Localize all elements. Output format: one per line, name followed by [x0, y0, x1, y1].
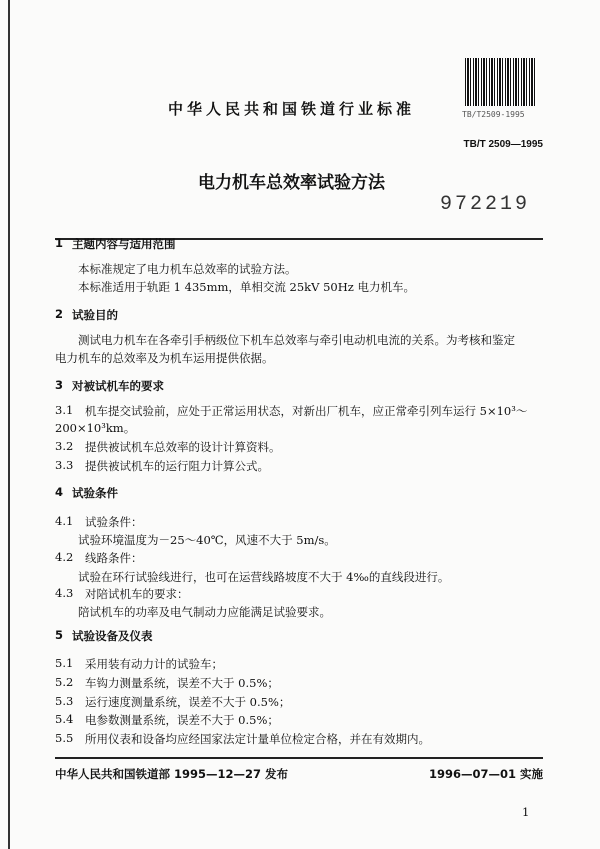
item-text: 对陪试机车的要求：	[85, 587, 189, 601]
document-title: 电力机车总效率试验方法	[198, 173, 385, 193]
section-5-heading: 试验设备及仪表	[72, 629, 153, 643]
section-3-number: 3	[55, 378, 64, 392]
barcode	[465, 58, 537, 106]
item-text: 线路条件：	[85, 551, 143, 565]
item-text: 运行速度测量系统，误差不大于 0.5%；	[85, 695, 291, 709]
scan-edge-line	[8, 0, 10, 849]
section-3-heading: 对被试机车的要求	[72, 379, 164, 393]
item-text: 车钩力测量系统，误差不大于 0.5%；	[85, 676, 279, 690]
paragraph: 测试电力机车在各牵引手柄级位下机车总效率与牵引电动机电流的关系。为考核和鉴定	[78, 333, 515, 347]
item-text-cont: 陪试机车的功率及电气制动力应能满足试验要求。	[78, 605, 331, 619]
standard-category: 中华人民共和国铁道行业标准	[168, 100, 416, 118]
barcode-text: TB/T2509-1995	[462, 110, 525, 119]
page-number: 1	[522, 805, 530, 819]
item-text-cont: 200×10³km。	[55, 421, 136, 435]
item-number: 5.1	[55, 656, 74, 670]
item-text: 机车提交试验前，应处于正常运用状态，对新出厂机车，应正常牵引列车运行 5×10³～	[85, 404, 528, 418]
paragraph: 本标准规定了电力机车总效率的试验方法。	[78, 262, 297, 276]
item-text-cont: 试验环境温度为－25～40℃，风速不大于 5m/s。	[78, 533, 336, 547]
footer-rule	[55, 757, 543, 759]
item-text-cont: 试验在环行试验线进行，也可在运营线路坡度不大于 4‰的直线段进行。	[78, 570, 450, 584]
issue-info: 中华人民共和国铁道部 1995—12—27 发布	[55, 767, 289, 781]
effective-date: 1996—07—01 实施	[428, 767, 543, 781]
section-4-heading: 试验条件	[72, 486, 118, 500]
item-number: 3.2	[55, 439, 74, 453]
item-number: 5.4	[55, 712, 74, 726]
item-text: 提供被试机车总效率的设计计算资料。	[85, 440, 281, 454]
section-1-number: 1	[55, 236, 64, 250]
item-number: 3.1	[55, 403, 74, 417]
section-4-number: 4	[55, 485, 64, 499]
item-text: 提供被试机车的运行阻力计算公式。	[85, 459, 269, 473]
paragraph: 电力机车的总效率及为机车运用提供依据。	[55, 351, 274, 365]
item-text: 采用装有动力计的试验车；	[85, 657, 223, 671]
item-number: 3.3	[55, 458, 74, 472]
item-number: 4.2	[55, 550, 74, 564]
standard-code: TB/T 2509—1995	[463, 139, 543, 150]
paragraph: 本标准适用于轨距 1 435mm，单相交流 25kV 50Hz 电力机车。	[78, 280, 415, 294]
section-2-number: 2	[55, 307, 64, 321]
item-text: 电参数测量系统，误差不大于 0.5%；	[85, 713, 279, 727]
item-number: 4.1	[55, 514, 74, 528]
item-text: 所用仪表和设备均应经国家法定计量单位检定合格，并在有效期内。	[85, 732, 430, 746]
item-number: 4.3	[55, 586, 74, 600]
section-5-number: 5	[55, 628, 64, 642]
section-1-heading: 主题内容与适用范围	[72, 237, 176, 251]
item-number: 5.3	[55, 694, 74, 708]
item-number: 5.2	[55, 675, 74, 689]
section-2-heading: 试验目的	[72, 308, 118, 322]
item-text: 试验条件：	[85, 515, 143, 529]
item-number: 5.5	[55, 731, 74, 745]
stamp-number: 972219	[440, 193, 531, 216]
